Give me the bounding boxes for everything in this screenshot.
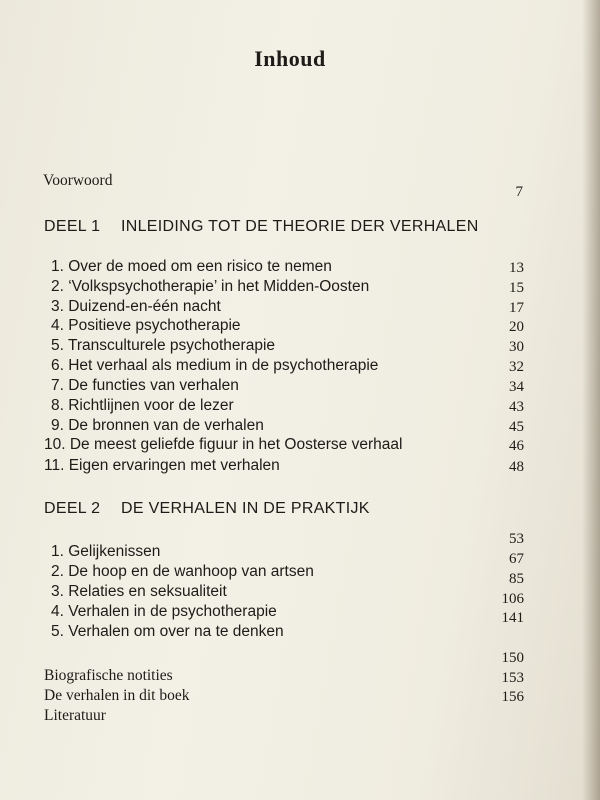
- toc-item: 2. De hoop en de wanhoop van artsen: [51, 563, 314, 580]
- toc-item: 10. De meest geliefde figuur in het Oosterse verhaal: [44, 436, 403, 453]
- deel1-number: DEEL 1: [44, 218, 101, 235]
- toc-page: 53: [509, 531, 524, 547]
- toc-item: 7. De functies van verhalen: [51, 377, 239, 394]
- toc-voorwoord-page: 7: [515, 184, 523, 200]
- toc-item: 3. Relaties en seksualiteit: [51, 583, 227, 600]
- toc-page: 17: [509, 300, 524, 316]
- toc-page: 106: [501, 591, 524, 607]
- toc-item: 8. Richtlijnen voor de lezer: [51, 397, 234, 414]
- deel2-heading: DE VERHALEN IN DE PRAKTIJK: [121, 500, 370, 517]
- toc-page: 153: [501, 670, 524, 686]
- toc-page: 32: [509, 359, 524, 375]
- toc-item: 9. De bronnen van de verhalen: [51, 417, 264, 434]
- toc-item: 5. Verhalen om over na te denken: [51, 623, 284, 640]
- toc-item: 2. ‘Volkspsychotherapie’ in het Midden-Oosten: [51, 278, 370, 295]
- toc-page: 30: [509, 339, 524, 355]
- toc-backmatter: Literatuur: [44, 707, 106, 724]
- toc-backmatter: Biografische notities: [44, 667, 173, 684]
- toc-page: 67: [509, 551, 524, 567]
- toc-page: 34: [509, 379, 524, 395]
- toc-item: 3. Duizend-en-één nacht: [51, 298, 221, 315]
- toc-item: 4. Positieve psychotherapie: [51, 317, 241, 334]
- toc-page: 48: [509, 459, 524, 475]
- toc-page: 85: [509, 571, 524, 587]
- toc-page: 156: [501, 689, 524, 705]
- toc-page: 46: [509, 438, 524, 454]
- toc-page: 43: [509, 399, 524, 415]
- toc-page: 45: [509, 419, 524, 435]
- toc-voorwoord-label: Voorwoord: [43, 172, 113, 189]
- toc-item: 5. Transculturele psychotherapie: [51, 337, 276, 354]
- toc-item: 4. Verhalen in de psychotherapie: [51, 603, 277, 620]
- page-title: Inhoud: [254, 46, 326, 71]
- toc-backmatter: De verhalen in dit boek: [44, 687, 190, 704]
- toc-item: 11. Eigen ervaringen met verhalen: [44, 457, 280, 474]
- toc-item: 1. Over de moed om een risico te nemen: [51, 258, 332, 275]
- toc-page: 150: [501, 650, 524, 666]
- toc-page: 15: [509, 280, 524, 296]
- deel1-heading: INLEIDING TOT DE THEORIE DER VERHALEN: [121, 218, 479, 235]
- toc-page: 20: [509, 319, 524, 335]
- toc-item: 1. Gelijkenissen: [51, 543, 161, 560]
- toc-page: 141: [501, 610, 524, 626]
- toc-item: 6. Het verhaal als medium in de psychotherapie: [51, 357, 379, 374]
- deel2-number: DEEL 2: [44, 500, 101, 517]
- toc-page: 13: [509, 260, 524, 276]
